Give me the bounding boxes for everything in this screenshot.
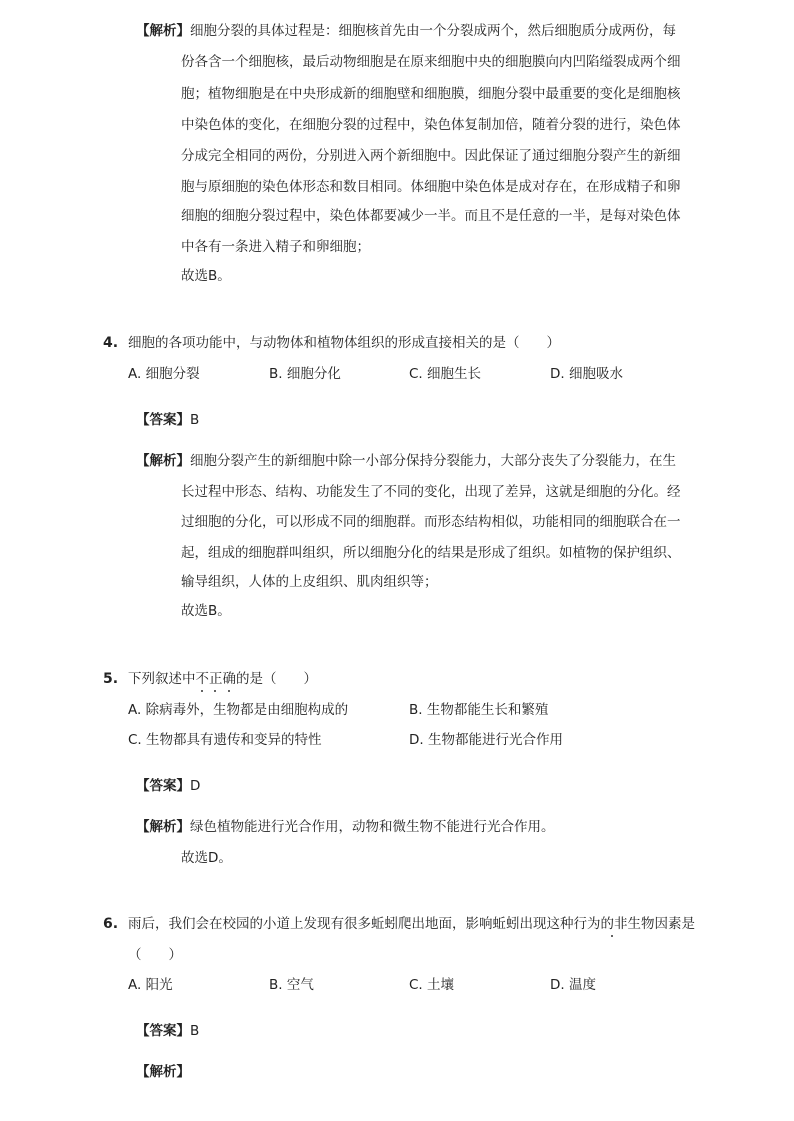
option-c: C. 细胞生长 xyxy=(409,366,482,382)
answer-label: 【答案】 xyxy=(136,778,190,794)
analysis-line: 绿色植物能进行光合作用，动物和微生物不能进行光合作用。 xyxy=(190,819,555,835)
option-d: D. 温度 xyxy=(550,977,596,993)
emphasis-dot xyxy=(214,690,216,692)
option-d: D. 细胞吸水 xyxy=(550,366,623,382)
answer-label: 【答案】 xyxy=(136,412,190,428)
question-stem: 细胞的各项功能中，与动物体和植物体组织的形成直接相关的是（ ） xyxy=(128,335,560,351)
emphasis-dot xyxy=(611,935,613,937)
question-number: 4. xyxy=(103,335,119,351)
option-b: B. 空气 xyxy=(269,977,314,993)
answer-value: B xyxy=(190,1023,200,1039)
conclusion: 故选B。 xyxy=(181,603,231,619)
answer-label: 【答案】 xyxy=(136,1023,190,1039)
option-b: B. 细胞分化 xyxy=(269,366,341,382)
q3-analysis-label: 【解析】 xyxy=(136,23,190,39)
question-stem: 雨后，我们会在校园的小道上发现有很多蚯蚓爬出地面，影响蚯蚓出现这种行为的非生物因素是 xyxy=(128,916,695,932)
analysis-line: 起，组成的细胞群叫组织，所以细胞分化的结果是形成了组织。如植物的保护组织、 xyxy=(181,545,681,561)
analysis-line: 细胞分裂产生的新细胞中除一小部分保持分裂能力，大部分丧失了分裂能力，在生 xyxy=(190,453,676,469)
question-number: 5. xyxy=(103,671,119,687)
answer-value: D xyxy=(190,778,201,794)
analysis-line: 长过程中形态、结构、功能发生了不同的变化，出现了差异，这就是细胞的分化。经 xyxy=(181,484,681,500)
q3-analysis-line: 中染色体的变化，在细胞分裂的过程中，染色体复制加倍，随着分裂的进行，染色体 xyxy=(181,117,681,133)
option-c: C. 土壤 xyxy=(409,977,455,993)
option-b: B. 生物都能生长和繁殖 xyxy=(409,702,549,718)
q3-analysis-line: 份各含一个细胞核，最后动物细胞是在原来细胞中央的细胞膜向内凹陷缢裂成两个细 xyxy=(181,54,681,70)
question-number: 6. xyxy=(103,916,119,932)
q3-analysis-line: 胞；植物细胞是在中央形成新的细胞壁和细胞膜，细胞分裂中最重要的变化是细胞核 xyxy=(181,86,681,102)
option-a: A. 除病毒外，生物都是由细胞构成的 xyxy=(128,702,349,718)
q3-analysis-line: 分成完全相同的两份，分别进入两个新细胞中。因此保证了通过细胞分裂产生的新细 xyxy=(181,148,681,164)
emphasis-dot xyxy=(201,690,203,692)
option-c: C. 生物都具有遗传和变异的特性 xyxy=(128,732,322,748)
analysis-label: 【解析】 xyxy=(136,819,190,835)
answer-value: B xyxy=(190,412,200,428)
option-d: D. 生物都能进行光合作用 xyxy=(409,732,563,748)
analysis-line: 过细胞的分化，可以形成不同的细胞群。而形态结构相似，功能相同的细胞联合在一 xyxy=(181,514,681,530)
q3-conclusion: 故选B。 xyxy=(181,268,231,284)
analysis-line: 输导组织，人体的上皮组织、肌肉组织等； xyxy=(181,574,438,590)
option-a: A. 阳光 xyxy=(128,977,173,993)
q3-analysis-line: 中各有一条进入精子和卵细胞； xyxy=(181,239,370,255)
question-stem: 下列叙述中不正确的是（ ） xyxy=(128,671,317,687)
analysis-label: 【解析】 xyxy=(136,1064,190,1080)
q3-analysis-line: 细胞的细胞分裂过程中，染色体都要减少一半。而且不是任意的一半，是每对染色体 xyxy=(181,208,681,224)
analysis-label: 【解析】 xyxy=(136,453,190,469)
q3-analysis-line: 细胞分裂的具体过程是：细胞核首先由一个分裂成两个，然后细胞质分成两份，每 xyxy=(190,23,676,39)
emphasis-dot xyxy=(228,690,230,692)
option-a: A. 细胞分裂 xyxy=(128,366,200,382)
q3-analysis-line: 胞与原细胞的染色体形态和数目相同。体细胞中染色体是成对存在，在形成精子和卵 xyxy=(181,179,681,195)
answer-blank: （ ） xyxy=(128,947,182,963)
conclusion: 故选D。 xyxy=(181,850,232,866)
